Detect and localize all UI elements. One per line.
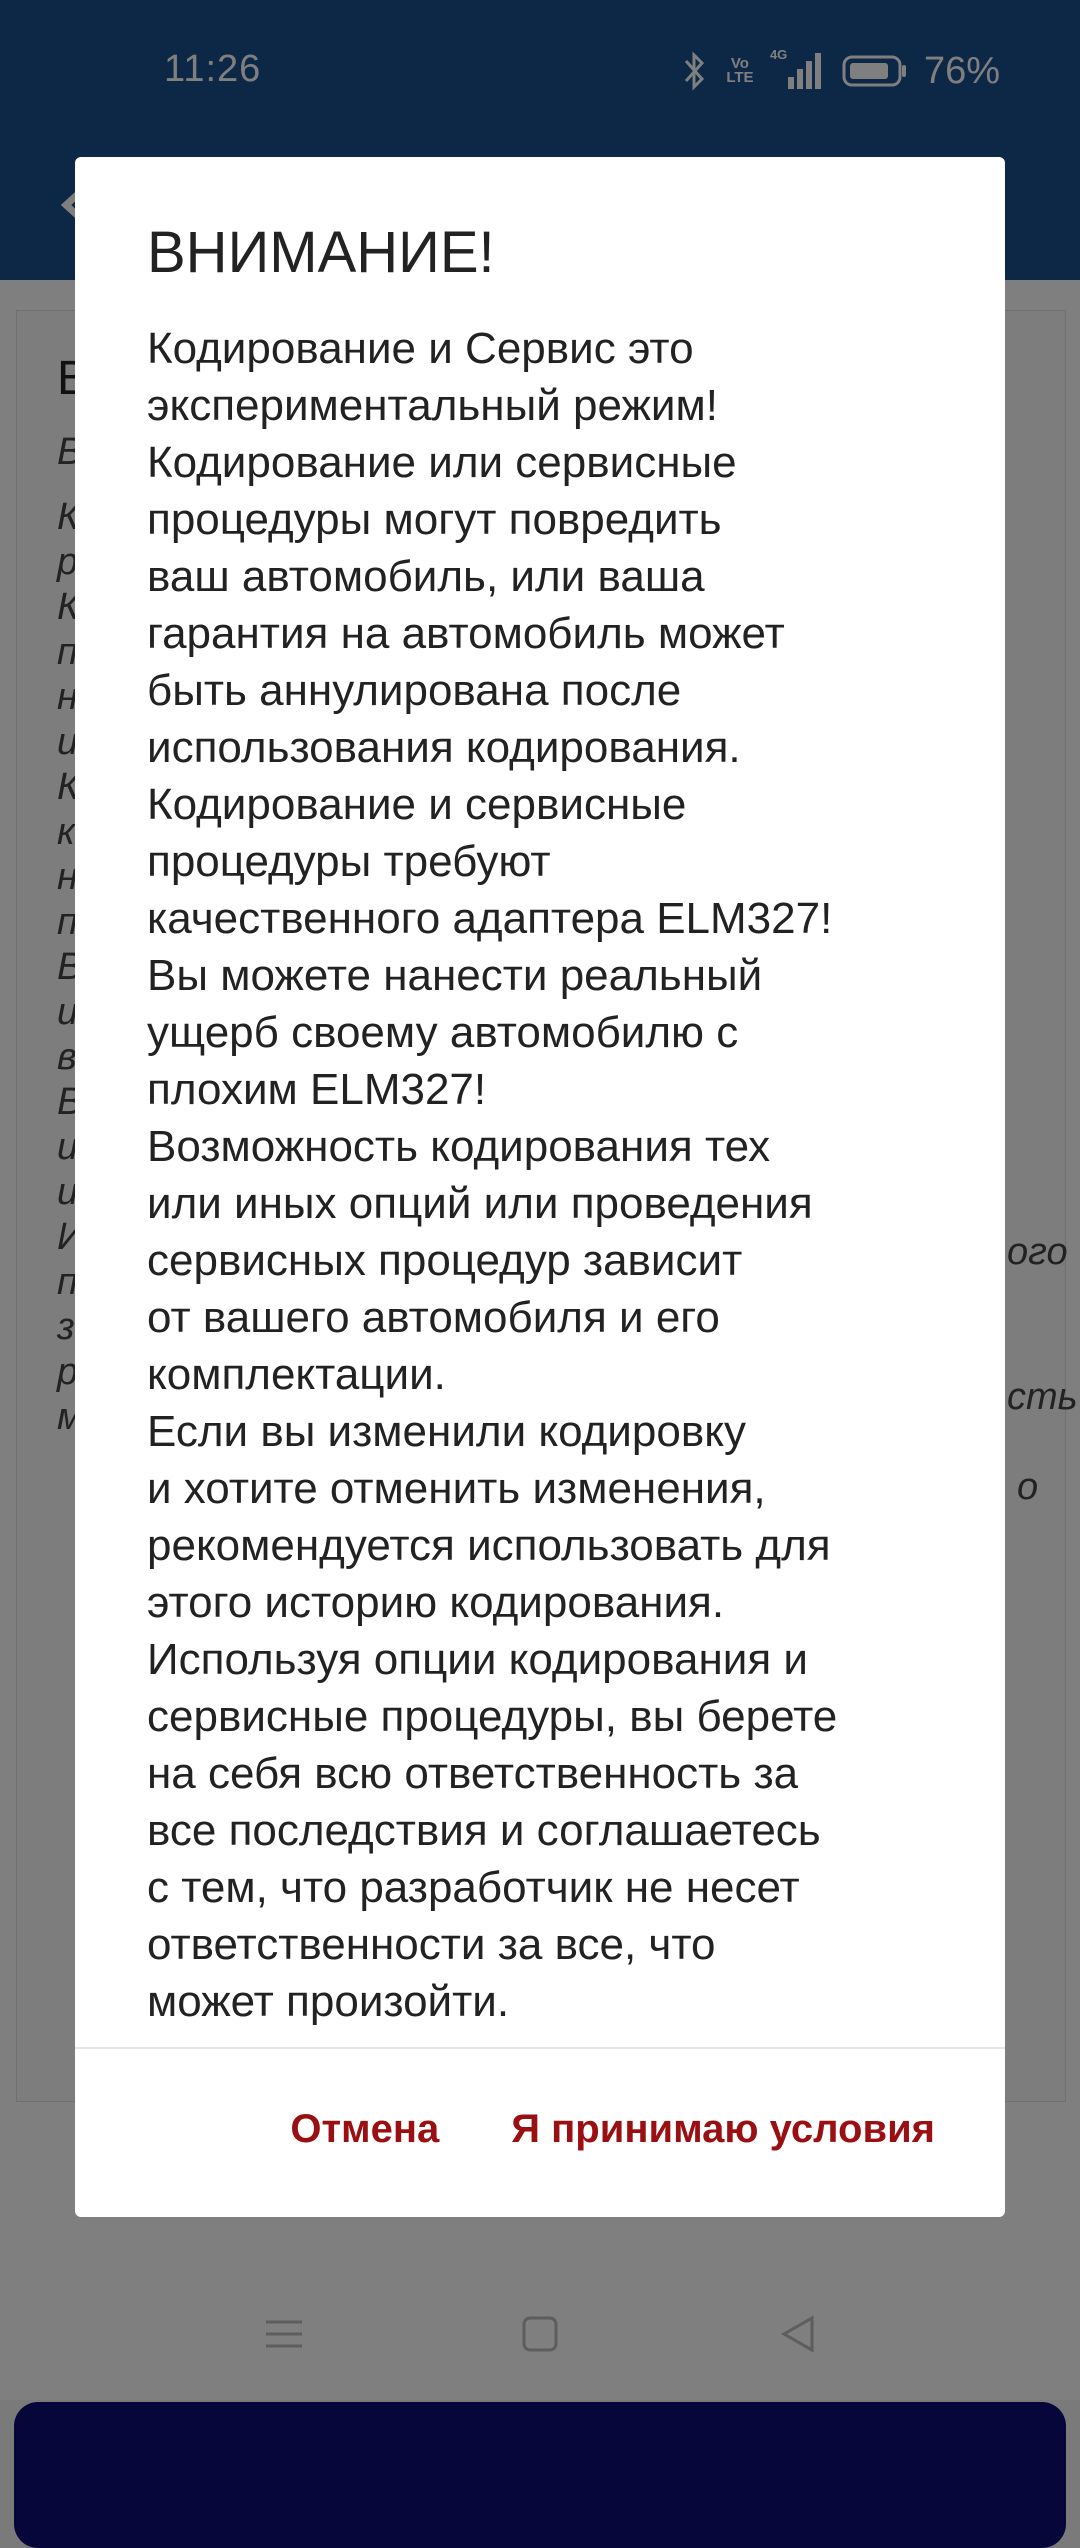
cancel-button[interactable]: Отмена: [290, 2107, 440, 2151]
dialog-divider: [75, 2047, 1005, 2049]
dialog-actions: [290, 2107, 935, 2152]
bottom-action-button[interactable]: [14, 2402, 1066, 2548]
dialog-message: Кодирование и Сервис это экспериментальный режим! Кодирование или сервисные процедуры могут повредить ваш автомобиль, или ваша гарантия на автомобиль может быть аннулирована после использования кодирования. Кодирование и сервисные процедуры требуют качественного адаптера ELM327! Вы можете нанести реальный ущерб своему автомобилю с плохим ELM327! Возможность кодирования тех или иных опций или проведения сервисных процедур зависит от вашего автомобиля и его комплектации. Если вы изменили кодировку и хотите отменить изменения, рекомендуется использовать для этого историю кодирования. Используя опции кодирования и сервисные процедуры, вы берете на себя всю ответственность за все последствия и соглашаетесь с тем, что разработчик не несет ответственности за все, что может произойти.: [147, 324, 838, 2026]
dialog-title: ВНИМАНИЕ!: [147, 220, 495, 285]
warning-dialog: [75, 157, 1005, 2217]
accept-terms-button[interactable]: Я принимаю условия: [511, 2107, 935, 2151]
